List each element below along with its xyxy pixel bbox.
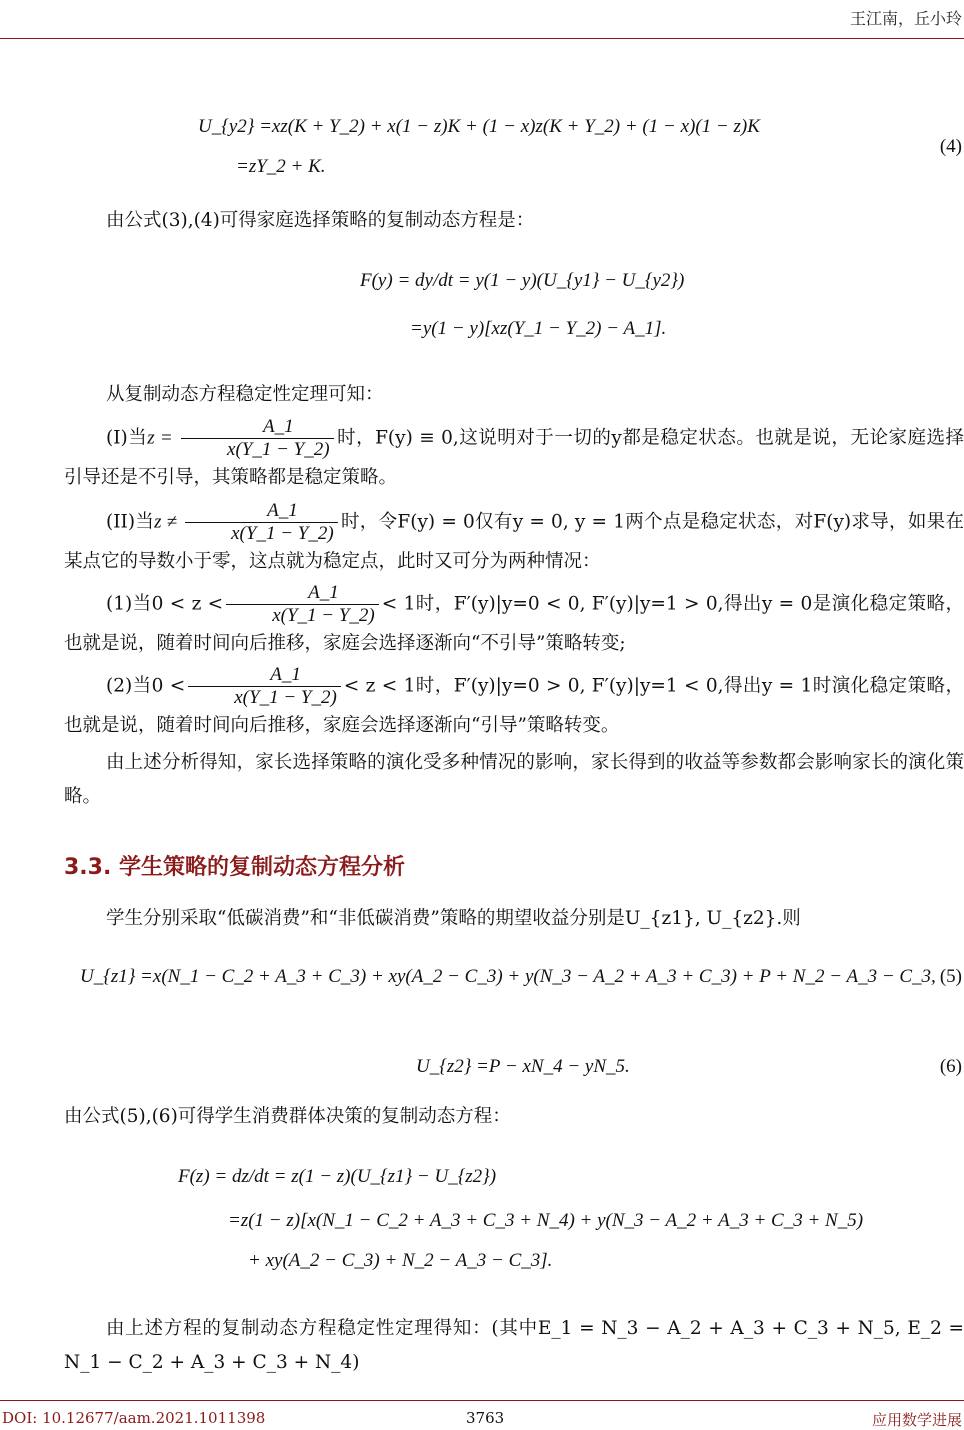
paragraph-case-2-sub	[64, 664, 964, 743]
equation-6: U_{z2} =P − xN_4 − yN_5.	[416, 1056, 630, 1077]
paragraph-from-5-6: 由公式(5),(6)可得学生消费群体决策的复制动态方程：	[64, 1106, 511, 1127]
fz-equation-line-2: =z(1 − z)[x(N_1 − C_2 + A_3 + C_3 + N_4) + y(N_3 − A_2 + A_3 + C_3 + N_5)	[228, 1210, 864, 1231]
paragraph-case-1-sub	[64, 582, 964, 661]
equation-5: U_{z1} =x(N_1 − C_2 + A_3 + C_3) + xy(A_2 − C_3) + y(N_3 − A_2 + A_3 + C_3) + P + N_2 − A_3 − C_3,	[80, 966, 936, 987]
paragraph-students: 学生分别采取“低碳消费”和“非低碳消费”策略的期望收益分别是U_{z1}, U_{z2}.则	[106, 908, 801, 929]
header-authors: 王江南，丘小玲	[849, 9, 962, 28]
footer-rule	[0, 1400, 964, 1401]
journal-name[interactable]: 应用数学进展	[871, 1411, 962, 1429]
header-rule	[0, 38, 964, 39]
paragraph-summary: 由上述分析得知，家长选择策略的演化受多种情况的影响，家长得到的收益等参数都会影响家长的演化策略。	[64, 752, 964, 807]
fraction: $\frac{A\_1}{x(Y\_1 - Y\_2)}$	[181, 416, 334, 461]
fz-equation-line-3: + xy(A_2 − C_3) + N_2 − A_3 − C_3].	[248, 1250, 553, 1271]
case-3-rest: < 1时，F′(y)|y=0 < 0, F′(y)|y=1 > 0,得出y = 0是演化稳定策略，也就是说，随着时间向后推移，家庭会选择逐渐向“不引导”策略转变;	[64, 593, 964, 654]
case-1-rest: 时，F(y) ≡ 0,这说明对于一切的y都是稳定状态。也就是说，无论家庭选择引导还是不引导，其策略都是稳定策略。	[64, 427, 964, 488]
page-number: 3763	[466, 1409, 505, 1427]
paragraph-stability-theorem: 从复制动态方程稳定性定理可知：	[106, 384, 384, 405]
equation-6-number: (6)	[939, 1056, 962, 1077]
equation-4-line-2: =zY_2 + K.	[236, 156, 326, 177]
paragraph-case-1: (I)当z = $\frac{A\_1}{x(Y\_1 - Y\_2)}$ 时，F(y) ≡ 0,这说明对于一切的y都是稳定状态。也就是说，无论家庭选择引导还是不引导，其策略都是稳定策略。	[64, 416, 964, 488]
fraction: $\frac{A\_1}{x(Y\_1 - Y\_2)}$	[188, 664, 341, 709]
case-1-lead: (I)当	[106, 427, 148, 449]
equation-4-line-1: U_{y2} =xz(K + Y_2) + x(1 − z)K + (1 − x)z(K + Y_2) + (1 − x)(1 − z)K	[198, 116, 760, 137]
equation-4-number: (4)	[939, 136, 962, 157]
fz-equation-line-1: F(z) = dz/dt = z(1 − z)(U_{z1} − U_{z2})	[178, 1166, 497, 1187]
fraction: $\frac{A\_1}{x(Y\_1 - Y\_2)}$	[185, 500, 338, 545]
fy-equation-line-2: =y(1 − y)[xz(Y_1 − Y_2) − A_1].	[410, 318, 667, 339]
case-4-lead: (2)当0 <	[106, 675, 186, 697]
fy-equation-line-1: F(y) = dy/dt = y(1 − y)(U_{y1} − U_{y2})	[360, 270, 685, 291]
paragraph-last: 由上述方程的复制动态方程稳定性定理得知：(其中E_1 = N_3 − A_2 + A_3 + C_3 + N_5, E_2 = N_1 − C_2 + A_3 + C_3 + N_4)	[64, 1318, 964, 1373]
paragraph-case-2: (II)当z ≠ $\frac{A\_1}{x(Y\_1 - Y\_2)}$ 时，令F(y) = 0仅有y = 0, y = 1两个点是稳定状态，对F(y)求导，如果在某点它的导数小于零，这点就为稳定点，此时又可分为两种情况：	[64, 500, 964, 572]
paragraph-from-3-4: 由公式(3),(4)可得家庭选择策略的复制动态方程是：	[106, 210, 535, 231]
doi-link[interactable]: DOI: 10.12677/aam.2021.1011398	[2, 1409, 266, 1427]
fraction: $\frac{A\_1}{x(Y\_1 - Y\_2)}$	[226, 582, 379, 627]
section-title: 3.3. 学生策略的复制动态方程分析	[64, 855, 405, 880]
case-3-lead: (1)当0 < z <	[106, 593, 224, 615]
equation-5-number: (5)	[939, 966, 962, 987]
case-2-rest: 时，令F(y) = 0仅有y = 0, y = 1两个点是稳定状态，对F(y)求导，如果在某点它的导数小于零，这点就为稳定点，此时又可分为两种情况：	[64, 511, 964, 572]
case-4-rest: < z < 1时，F′(y)|y=0 > 0, F′(y)|y=1 < 0,得出y = 1时演化稳定策略，也就是说，随着时间向后推移，家庭会选择逐渐向“引导”策略转变。	[64, 675, 964, 736]
case-2-lead: (II)当	[106, 511, 155, 533]
